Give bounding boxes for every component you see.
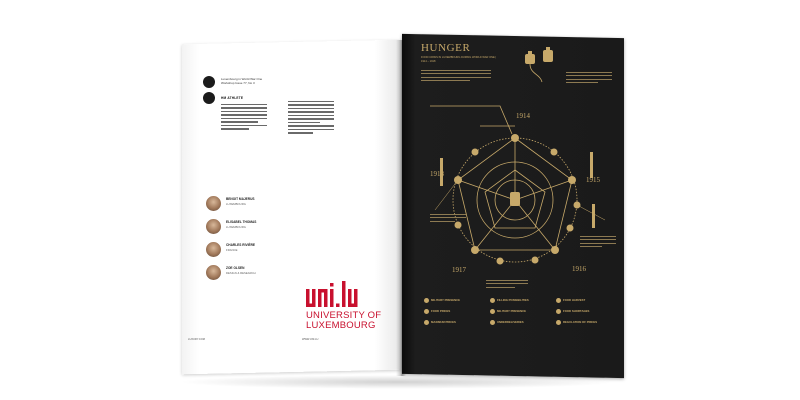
person-name: ELISABEL THOMAS — [226, 220, 257, 224]
legend-label: FOOD PRICES — [431, 309, 451, 313]
person-card — [206, 219, 257, 234]
legend-bullet-icon — [490, 298, 495, 303]
legend-item — [490, 309, 552, 314]
legend-label: MAXIMUM PRICES — [431, 320, 456, 324]
university-name-line1: UNIVERSITY OF — [306, 310, 382, 321]
right-text-column — [288, 101, 334, 136]
person-role: LUXEMBOURG — [226, 202, 246, 206]
legend-item — [424, 320, 486, 325]
university-name — [306, 311, 386, 331]
legend-item — [556, 309, 618, 314]
legend-bullet-icon — [556, 320, 561, 325]
legend-label: FOOD SHORTAGES — [563, 309, 590, 313]
weights-illustration-icon — [520, 46, 560, 86]
year-label: 1915 — [586, 176, 600, 184]
legend-item — [490, 298, 552, 303]
footer-left: LUXURY.COM — [188, 338, 205, 341]
uni-logo-mark — [306, 281, 366, 312]
legend-label: FILLING POSSIBILITIES — [497, 298, 529, 302]
legend-item — [424, 298, 486, 303]
avatar — [206, 265, 221, 280]
avatar — [206, 196, 221, 211]
person-card — [206, 242, 256, 257]
legend — [424, 298, 620, 325]
footer-right: WWW.UNI.LU — [302, 338, 319, 341]
left-text-column — [221, 104, 267, 132]
year-label: 1918 — [430, 170, 444, 178]
legend-item — [556, 320, 618, 325]
legend-bullet-icon — [556, 298, 561, 303]
intro-text — [421, 70, 491, 83]
legend-bullet-icon — [424, 320, 429, 325]
person-role: DESIGN & RESEARCH — [226, 271, 256, 275]
year-label: 1916 — [572, 265, 586, 273]
infographic-subtitle: FOOD CRISIS IN LUXEMBOURG DURING WORLD WAR ONE | 1914 – 1918 — [421, 56, 497, 63]
person-role: FRANCE — [226, 248, 238, 252]
university-name-line2: LUXEMBOURG — [306, 320, 376, 331]
badge-icon — [203, 92, 215, 104]
side-note-left — [430, 214, 466, 224]
side-note-right — [580, 236, 616, 249]
infographic-title: HUNGER — [421, 42, 471, 54]
header-small-text: Luxembourg in World War One Workshop Issue 77, No 3 — [221, 77, 263, 85]
person-name: ZOE OLSEN — [226, 266, 245, 270]
conclusion-note — [486, 280, 528, 290]
person-card — [206, 265, 256, 280]
person-name: BENOIT MAJERUS — [226, 197, 255, 201]
book-shadow — [178, 375, 618, 389]
year-label: 1914 — [516, 112, 530, 120]
legend-bullet-icon — [424, 298, 429, 303]
section-label: HM ATHLETE — [221, 96, 244, 100]
legend-bullet-icon — [556, 309, 561, 314]
legend-bullet-icon — [424, 309, 429, 314]
legend-item — [490, 320, 552, 325]
legend-item — [556, 298, 618, 303]
person-card — [206, 196, 255, 211]
legend-label: MILITARY PRESENCE — [497, 309, 527, 313]
legend-label: UNDERDELIVERIES — [497, 320, 524, 324]
legend-label: MILITARY PRESENCE — [431, 298, 461, 302]
legend-item — [424, 309, 486, 314]
legend-label: FOOD HARVEST — [563, 298, 586, 302]
help-text — [566, 72, 612, 85]
avatar — [206, 242, 221, 257]
uni-lu-logo-icon — [306, 281, 366, 307]
avatar — [206, 219, 221, 234]
year-label: 1917 — [452, 266, 466, 274]
person-role: LUXEMBOURG — [226, 225, 246, 229]
hunger-radial-diagram — [420, 100, 620, 300]
legend-label: REGULATION OF PRICES — [563, 320, 598, 324]
legend-bullet-icon — [490, 320, 495, 325]
person-name: CHARLES RIVIÈRE — [226, 243, 256, 247]
legend-bullet-icon — [490, 309, 495, 314]
badge-icon — [203, 76, 215, 88]
